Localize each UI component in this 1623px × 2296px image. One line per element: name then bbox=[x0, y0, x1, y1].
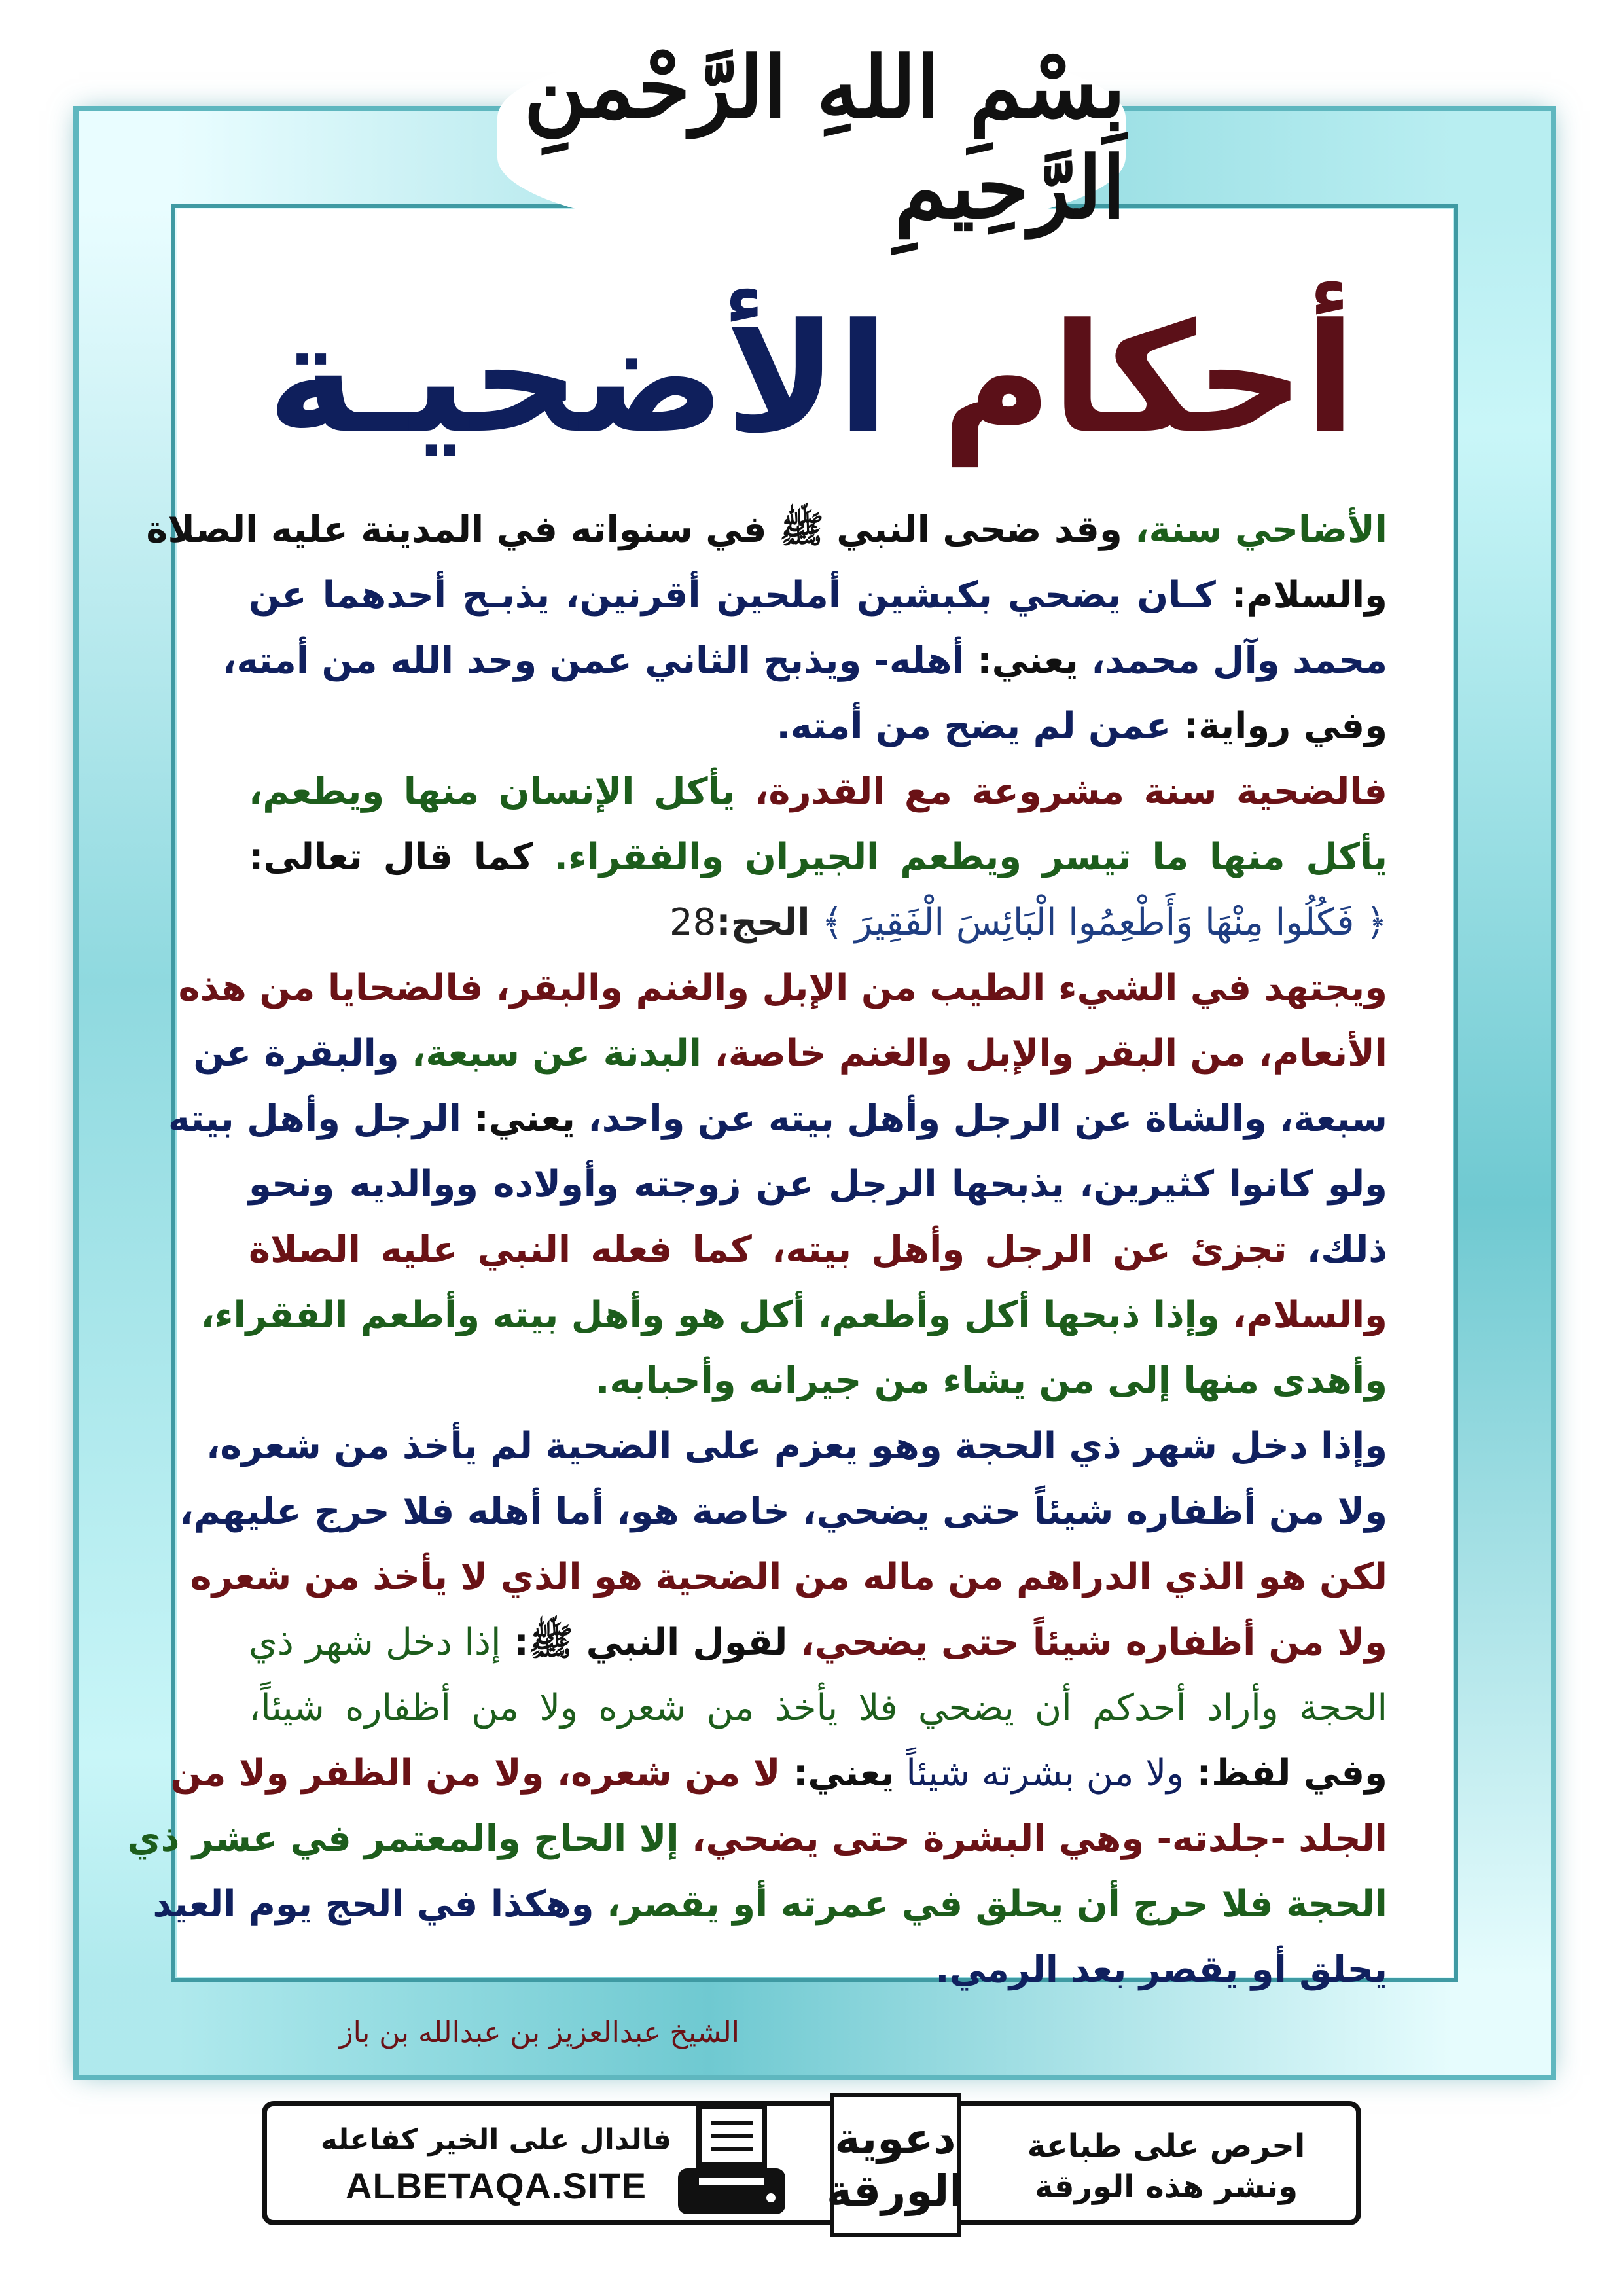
text-span: وهكذا في الحج يوم العيد bbox=[152, 1883, 594, 1926]
text-span: يأكل الإنسان منها ويطعم، bbox=[249, 770, 736, 813]
text-line bbox=[249, 1610, 1387, 1676]
text-line bbox=[179, 1479, 1387, 1545]
text-span: الحجة وأراد أحدكم أن يضحي فلا يأخذ من شعره ولا من أظفاره شيئاً، bbox=[249, 1687, 1387, 1729]
text-line bbox=[168, 1086, 1387, 1152]
website-link[interactable]: ALBETAQA.SITE bbox=[346, 2165, 647, 2206]
text-span: إلا الحاج والمعتمر في عشر ذي bbox=[127, 1818, 679, 1860]
text-line bbox=[200, 1283, 1387, 1348]
text-line bbox=[249, 825, 1387, 890]
footer-slogan: فالدال على الخير كفاعله bbox=[320, 2123, 672, 2157]
bismillah-calligraphy: بِسْمِ اللهِ الرَّحْمنِ الرَّحِيمِ bbox=[524, 37, 1126, 238]
text-span: الحجة فلا حرج أن يحلق في عمرته أو يقصر، bbox=[594, 1883, 1387, 1926]
text-span: الرجل وأهل بيته bbox=[168, 1098, 461, 1140]
bismillah-cartouche bbox=[497, 39, 1126, 236]
text-line bbox=[146, 497, 1387, 563]
text-span: وفي رواية: bbox=[1171, 705, 1387, 747]
text-span: خاصة هو، أما أهله فلا حرج عليهم، bbox=[179, 1490, 790, 1533]
text-line bbox=[193, 1021, 1387, 1086]
text-line bbox=[249, 890, 1387, 956]
text-line bbox=[249, 1676, 1387, 1741]
footer-right bbox=[1003, 2126, 1330, 2207]
text-span: كـان يضحي بكبشين أملحين أقرنين، يذبـح أحدهما عن bbox=[249, 574, 1216, 617]
page-title bbox=[196, 281, 1427, 478]
title-part-2: الأضحيـة bbox=[267, 292, 889, 467]
text-span: وفي لفظ: bbox=[1184, 1752, 1387, 1795]
text-span: ولا من أظفاره شيئاً حتى يضحي، bbox=[789, 1490, 1387, 1533]
text-span: إذا دخل شهر ذي bbox=[249, 1621, 501, 1664]
text-span: لقول النبي ﷺ: bbox=[501, 1621, 788, 1664]
text-span: ولا من بشرته شيئاً bbox=[894, 1752, 1185, 1795]
text-span: يأكل منها ما تيسر ويطعم الجيران والفقراء. bbox=[533, 836, 1388, 878]
author-attribution: الشيخ عبدالعزيز بن عبدالله بن باز bbox=[339, 2016, 740, 2049]
body-text bbox=[127, 497, 1388, 2003]
text-span: والسلام، bbox=[1219, 1294, 1387, 1336]
title-part-1: أحكام bbox=[941, 292, 1356, 467]
footer-bar bbox=[262, 2101, 1361, 2225]
text-line bbox=[249, 1217, 1387, 1283]
text-span: الأضاحي سنة، bbox=[1122, 509, 1387, 551]
text-line bbox=[205, 1414, 1387, 1479]
site-logo bbox=[826, 2093, 965, 2237]
text-span: وقد ضحى النبي ﷺ في سنواته في المدينة عليه الصلاة bbox=[146, 509, 1122, 551]
text-span: والسلام: bbox=[1215, 574, 1387, 617]
text-span: فالضحايا من هذه bbox=[178, 967, 484, 1009]
text-line bbox=[249, 694, 1387, 759]
text-line bbox=[170, 1741, 1387, 1806]
text-span: يذبحها الرجل عن زوجته وأولاده ووالديه ونحو bbox=[249, 1163, 1065, 1206]
text-line bbox=[249, 563, 1387, 628]
text-span: الجلد -جلدته- وهي البشرة حتى يضحي، bbox=[679, 1818, 1387, 1860]
text-span: وإذا ذبحها أكل وأطعم، bbox=[805, 1294, 1220, 1336]
text-line bbox=[249, 1152, 1387, 1217]
text-span: يحلق أو يقصر بعد الرمي. bbox=[935, 1948, 1387, 1991]
quran-verse: ﴿ فَكُلُوا مِنْهَا وَأَطْعِمُوا الْبَائِسَ الْفَقِيرَ ﴾ bbox=[810, 901, 1387, 944]
text-span: لا من شعره، ولا من الظفر ولا من bbox=[170, 1752, 781, 1795]
footer-left bbox=[287, 2121, 705, 2212]
text-span: ذلك، bbox=[1287, 1229, 1387, 1271]
text-span: من البقر والإبل والغنم خاصة، bbox=[701, 1032, 1246, 1075]
text-line bbox=[249, 1348, 1387, 1414]
text-span: البدنة عن سبعة، bbox=[399, 1032, 702, 1075]
text-span: ولا من أظفاره شيئاً حتى يضحي، bbox=[787, 1621, 1387, 1664]
text-span: أكل هو وأهل بيته وأطعم الفقراء، bbox=[200, 1294, 806, 1336]
text-span: كما قال تعالى: bbox=[249, 836, 533, 878]
text-span: والبقرة عن bbox=[193, 1032, 399, 1075]
text-span: فالضحية سنة مشروعة مع القدرة، bbox=[735, 770, 1387, 813]
text-line bbox=[127, 1806, 1387, 1872]
text-span: أهله- ويذبح الثاني عمن وحد الله من أمته، bbox=[223, 639, 965, 682]
verse-number: 28 bbox=[669, 901, 717, 944]
printer-icon bbox=[673, 2100, 791, 2224]
text-span: تجزئ عن الرجل وأهل بيته، bbox=[751, 1229, 1287, 1271]
logo-line-2: الورقة bbox=[826, 2166, 965, 2216]
text-line bbox=[152, 1872, 1387, 1937]
print-appeal-line-1: احرص على طباعة bbox=[1027, 2128, 1306, 2164]
text-span: لكن هو الذي الدراهم من ماله من الضحية هو الذي لا يأخذ من شعره bbox=[190, 1556, 1387, 1598]
text-span: يعني: bbox=[964, 639, 1079, 682]
text-span: ويجتهد في الشيء الطيب من الإبل والغنم والبقر، bbox=[483, 967, 1387, 1009]
text-span: يعني: bbox=[461, 1098, 575, 1140]
text-line bbox=[249, 759, 1387, 825]
text-line bbox=[190, 1545, 1387, 1610]
text-span: وإذا دخل شهر ذي الحجة وهو يعزم على الضحية bbox=[533, 1425, 1387, 1467]
text-span: كما فعله النبي عليه الصلاة bbox=[249, 1229, 752, 1271]
text-span: وأهدى منها إلى من يشاء من جيرانه وأحبابه. bbox=[596, 1359, 1387, 1402]
text-span: عمن لم يضح من أمته. bbox=[776, 705, 1171, 747]
logo-line-1: دعوية bbox=[834, 2113, 956, 2164]
text-span: سبعة، والشاة عن الرجل وأهل بيته عن واحد، bbox=[575, 1098, 1387, 1140]
text-span: ولو كانوا كثيرين، bbox=[1064, 1163, 1387, 1206]
text-span: الأنعام، bbox=[1245, 1032, 1387, 1075]
verse-reference: الحج: bbox=[716, 901, 810, 944]
text-span: لم يأخذ من شعره، bbox=[205, 1425, 533, 1467]
text-line bbox=[178, 956, 1387, 1021]
text-span: محمد وآل محمد، bbox=[1078, 639, 1387, 682]
text-span: يعني: bbox=[780, 1752, 895, 1795]
text-line bbox=[249, 1937, 1387, 2003]
text-line bbox=[223, 628, 1387, 694]
print-appeal-line-2: ونشر هذه الورقة bbox=[1034, 2168, 1298, 2205]
